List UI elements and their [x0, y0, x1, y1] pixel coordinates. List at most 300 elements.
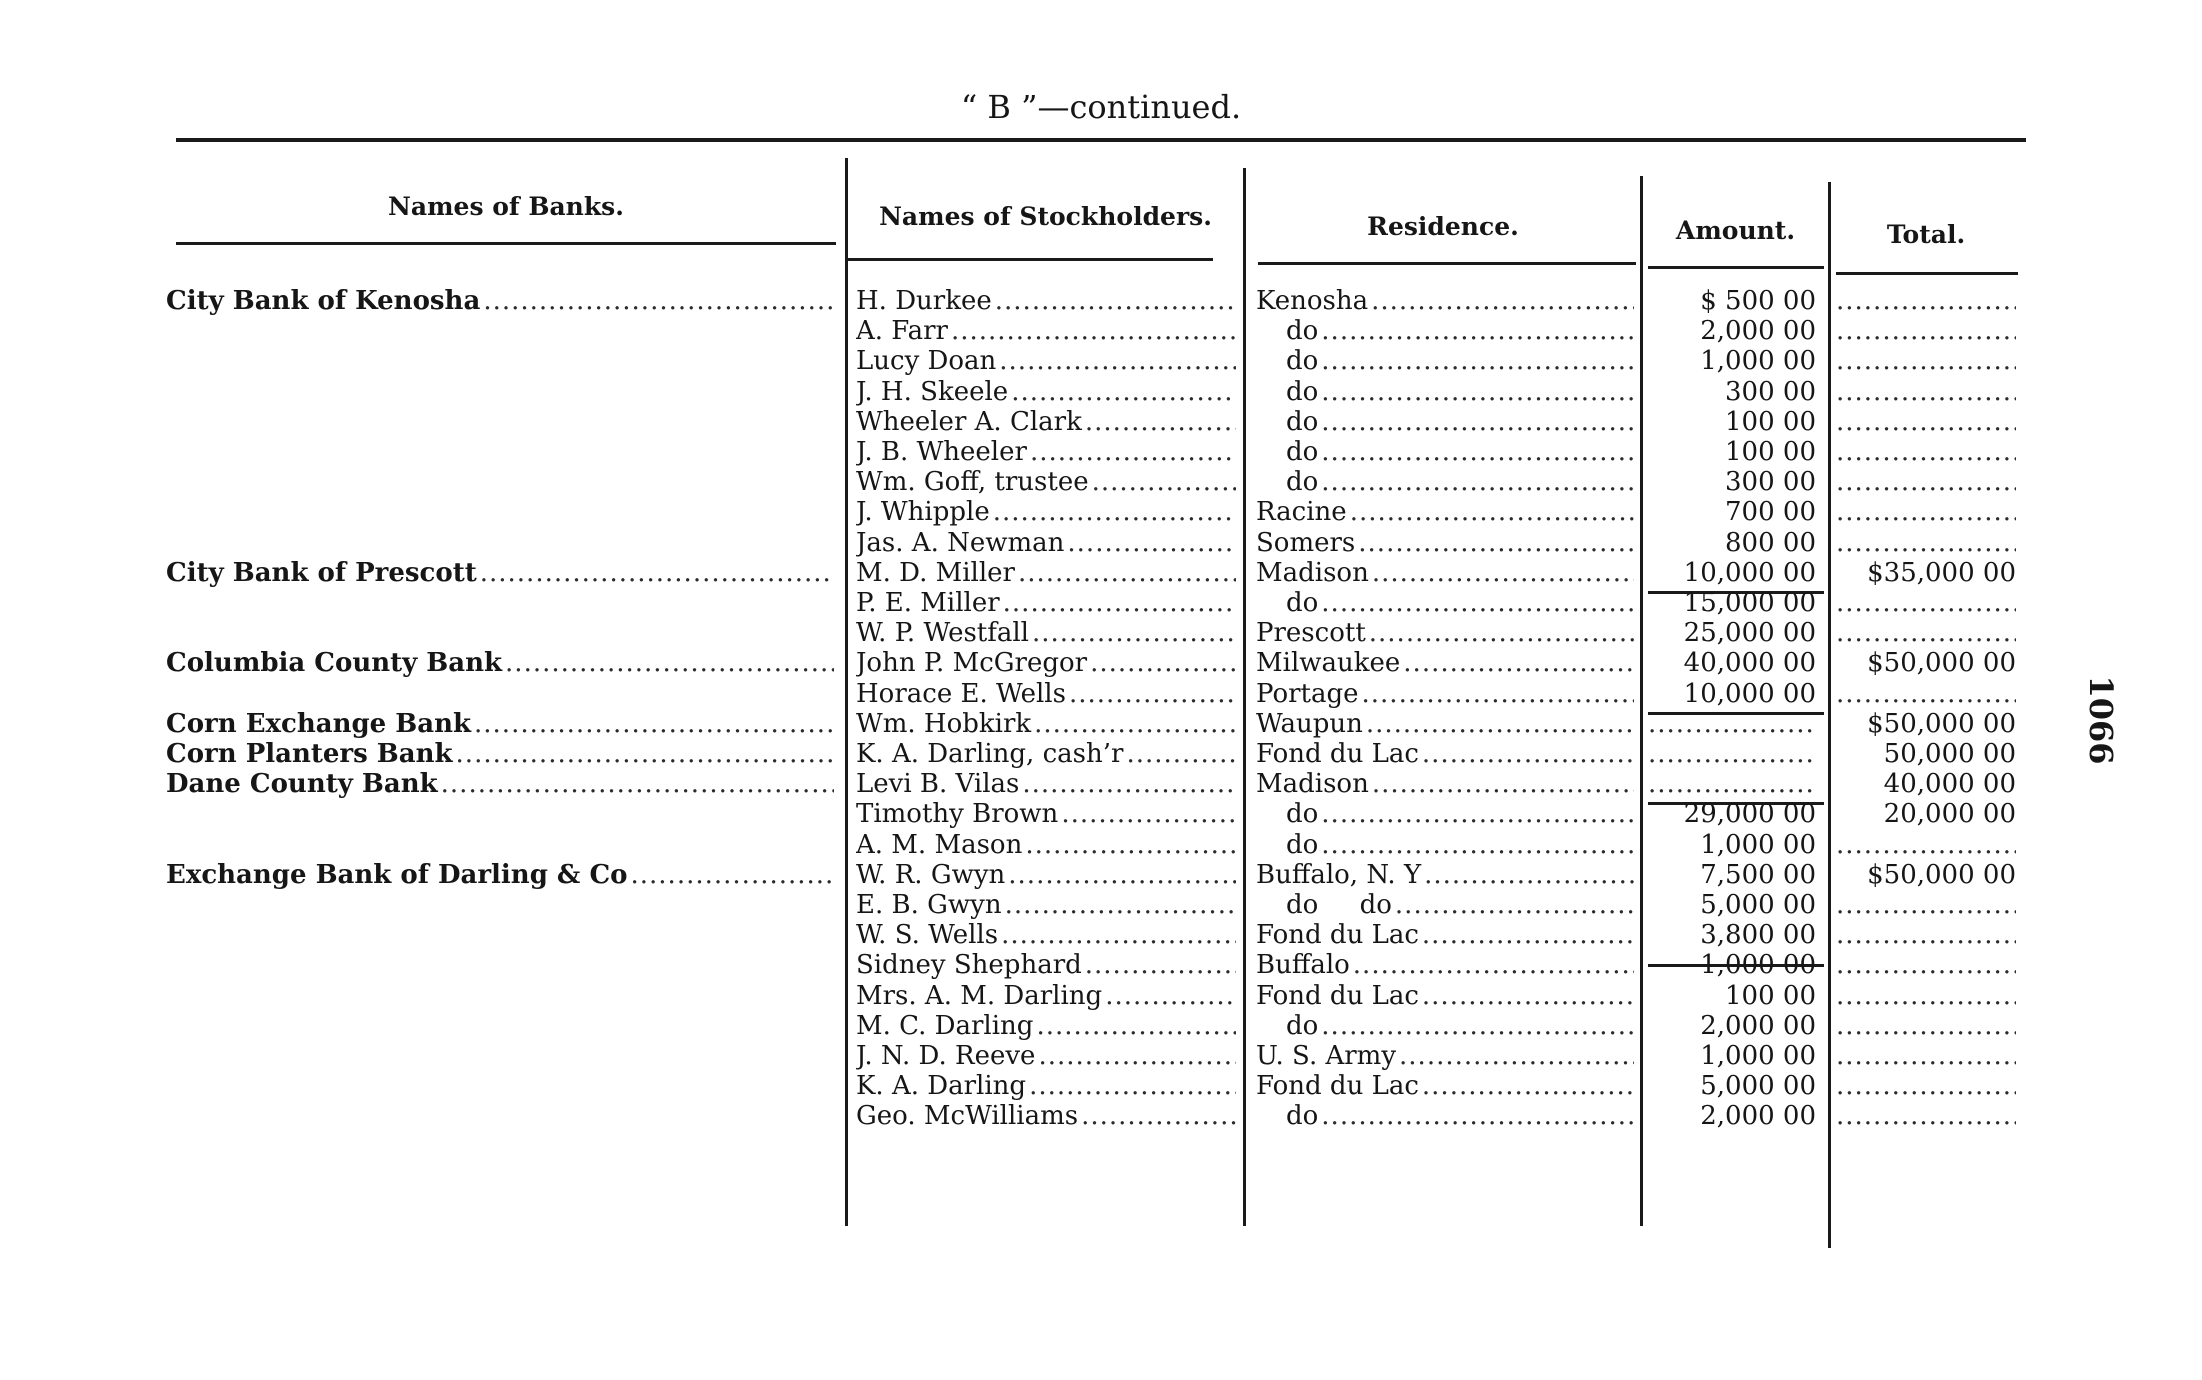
cell-stockholder	[856, 588, 1236, 618]
dot-leader	[1005, 890, 1236, 920]
cell-bank	[166, 316, 834, 346]
cell-amount	[1648, 528, 1816, 558]
bank-text: Exchange Bank of Darling & Co	[166, 859, 628, 890]
dot-leader	[1321, 1011, 1634, 1041]
residence-text: Fond du Lac	[1256, 920, 1419, 951]
cell-amount	[1648, 1071, 1816, 1101]
residence-text: Buffalo	[1256, 950, 1350, 981]
residence-text: Prescott	[1256, 618, 1366, 649]
header-underline	[1648, 266, 1824, 269]
total-text: 40,000 00	[1883, 769, 2016, 800]
cell-stockholder	[856, 1011, 1236, 1041]
table-row	[0, 890, 2202, 920]
cell-total	[1836, 890, 2016, 920]
dot-leader	[1836, 890, 2016, 920]
table-row	[0, 558, 2202, 588]
dot-leader	[1003, 588, 1236, 618]
dot-leader	[1836, 1011, 2016, 1041]
total-text: $50,000 00	[1867, 708, 2016, 739]
cell-residence	[1256, 1101, 1634, 1131]
cell-amount	[1648, 286, 1816, 316]
cell-amount	[1648, 920, 1816, 950]
cell-residence	[1256, 920, 1634, 950]
table-row	[0, 316, 2202, 346]
header-banks: Names of Banks.	[388, 191, 624, 221]
cell-bank	[166, 1041, 834, 1071]
header-amount: Amount.	[1675, 215, 1796, 245]
residence-text: do	[1286, 437, 1319, 467]
cell-bank	[166, 467, 834, 497]
dot-leader	[1092, 467, 1236, 497]
dot-leader	[1038, 1041, 1236, 1071]
stockholder-text: J. Whipple	[856, 497, 990, 528]
stockholder-text: M. C. Darling	[856, 1010, 1034, 1041]
total-text: $50,000 00	[1867, 859, 2016, 890]
cell-bank	[166, 497, 834, 527]
table-row	[0, 286, 2202, 316]
cell-bank	[166, 981, 834, 1011]
dot-leader	[1372, 558, 1634, 588]
dot-leader	[1403, 648, 1634, 678]
dot-leader	[1008, 860, 1236, 890]
cell-amount	[1648, 497, 1816, 527]
dot-leader	[1321, 407, 1634, 437]
total-text: 50,000 00	[1883, 739, 2016, 769]
residence-text: do	[1286, 376, 1319, 407]
dot-leader	[1067, 528, 1236, 558]
dot-leader	[1034, 709, 1236, 739]
residence-text: do	[1286, 1010, 1319, 1041]
cell-total	[1836, 920, 2016, 950]
dot-leader	[1836, 588, 2016, 618]
header-underline	[1836, 272, 2018, 275]
dot-leader	[1836, 377, 2016, 407]
cell-residence	[1256, 316, 1634, 346]
cell-total	[1836, 588, 2016, 618]
cell-amount	[1648, 679, 1816, 709]
header-stockholders: Names of Stockholders.	[879, 201, 1212, 231]
stockholder-text: Levi B. Vilas	[856, 769, 1020, 800]
cell-amount	[1648, 648, 1816, 678]
cell-total	[1836, 981, 2016, 1011]
dot-leader	[456, 739, 834, 769]
dot-leader	[993, 497, 1236, 527]
dot-leader	[1018, 558, 1236, 588]
residence-text: Kenosha	[1256, 286, 1369, 316]
cell-total	[1836, 286, 2016, 316]
dot-leader	[1372, 769, 1634, 799]
cell-amount	[1648, 437, 1816, 467]
total-text: $35,000 00	[1867, 557, 2016, 588]
dot-leader	[1321, 467, 1634, 497]
cell-residence	[1256, 981, 1634, 1011]
stockholder-text: A. Farr	[856, 316, 948, 347]
cell-bank	[166, 709, 834, 739]
residence-text: Milwaukee	[1256, 648, 1401, 679]
cell-total	[1836, 437, 2016, 467]
bank-text: Corn Exchange Bank	[166, 708, 472, 739]
residence-text: U. S. Army	[1256, 1041, 1397, 1071]
cell-total	[1836, 528, 2016, 558]
cell-stockholder	[856, 558, 1236, 588]
dot-leader	[1321, 377, 1634, 407]
residence-text: do	[1286, 346, 1319, 377]
cell-total	[1836, 1011, 2016, 1041]
dot-leader	[1321, 437, 1634, 467]
stockholder-text: Jas. A. Newman	[856, 527, 1065, 558]
stockholder-text: W. R. Gwyn	[856, 859, 1006, 890]
dot-leader	[1836, 1071, 2016, 1101]
cell-amount	[1648, 1041, 1816, 1071]
cell-total	[1836, 1101, 2016, 1131]
table-row	[0, 981, 2202, 1011]
header-underline	[848, 258, 1213, 261]
table-row	[0, 407, 2202, 437]
cell-stockholder	[856, 648, 1236, 678]
residence-text: do	[1286, 1101, 1319, 1132]
cell-amount	[1648, 316, 1816, 346]
cell-total	[1836, 346, 2016, 376]
bank-text: City Bank of Prescott	[166, 557, 477, 588]
cell-residence	[1256, 648, 1634, 678]
amount-text: 5,000 00	[1700, 890, 1816, 920]
stockholder-text: K. A. Darling, cash’r	[856, 739, 1124, 769]
cell-total	[1836, 679, 2016, 709]
amount-text: 29,000 00	[1683, 799, 1816, 830]
residence-text: Fond du Lac	[1256, 1071, 1419, 1102]
stockholder-text: J. H. Skeele	[856, 376, 1009, 407]
dot-leader	[483, 286, 834, 316]
dot-leader	[474, 709, 834, 739]
cell-stockholder	[856, 618, 1236, 648]
dot-leader	[505, 648, 834, 678]
cell-bank	[166, 286, 834, 316]
dot-leader	[1371, 286, 1634, 316]
cell-stockholder	[856, 799, 1236, 829]
dot-leader	[1399, 1041, 1634, 1071]
amount-text: 300 00	[1725, 467, 1816, 498]
cell-total	[1836, 618, 2016, 648]
dot-leader	[999, 346, 1236, 376]
cell-residence	[1256, 799, 1634, 829]
cell-amount	[1648, 1011, 1816, 1041]
cell-bank	[166, 830, 834, 860]
dot-leader	[1085, 950, 1236, 980]
cell-bank	[166, 558, 834, 588]
dot-leader	[1105, 981, 1236, 1011]
dot-leader	[1353, 950, 1634, 980]
amount-text: 2,000 00	[1700, 316, 1816, 347]
cell-residence	[1256, 407, 1634, 437]
cell-residence	[1256, 830, 1634, 860]
residence-text: do do	[1286, 890, 1392, 920]
table-row	[0, 437, 2202, 467]
cell-amount	[1648, 890, 1816, 920]
cell-residence	[1256, 286, 1634, 316]
stockholder-text: K. A. Darling	[856, 1071, 1027, 1102]
dot-leader	[1001, 920, 1236, 950]
table-row	[0, 1101, 2202, 1131]
cell-residence	[1256, 588, 1634, 618]
cell-bank	[166, 679, 834, 709]
residence-text: Waupun	[1256, 708, 1363, 739]
cell-residence	[1256, 467, 1634, 497]
dot-leader	[1366, 709, 1634, 739]
cell-amount	[1648, 709, 1816, 739]
cell-bank	[166, 346, 834, 376]
cell-residence	[1256, 377, 1634, 407]
total-text: 20,000 00	[1883, 799, 2016, 830]
dot-leader	[1358, 528, 1634, 558]
amount-text: 100 00	[1725, 980, 1816, 1011]
cell-amount	[1648, 467, 1816, 497]
cell-residence	[1256, 618, 1634, 648]
page-title: “ B ”—continued.	[960, 88, 1242, 126]
stockholder-text: H. Durkee	[856, 286, 992, 316]
dot-leader	[1362, 679, 1634, 709]
dot-leader	[1836, 316, 2016, 346]
cell-bank	[166, 890, 834, 920]
cell-amount	[1648, 588, 1816, 618]
cell-amount	[1648, 346, 1816, 376]
cell-amount	[1648, 1101, 1816, 1131]
cell-stockholder	[856, 860, 1236, 890]
table-row	[0, 950, 2202, 980]
cell-stockholder	[856, 769, 1236, 799]
amount-text: 3,800 00	[1700, 920, 1816, 951]
stockholder-text: M. D. Miller	[856, 557, 1015, 588]
residence-text: Madison	[1256, 557, 1369, 588]
dot-leader	[1836, 528, 2016, 558]
cell-stockholder	[856, 709, 1236, 739]
cell-stockholder	[856, 739, 1236, 769]
cell-total	[1836, 558, 2016, 588]
residence-text: Racine	[1256, 497, 1347, 528]
table-row	[0, 497, 2202, 527]
header-underline	[1258, 262, 1636, 265]
stockholder-text: E. B. Gwyn	[856, 890, 1002, 920]
cell-stockholder	[856, 950, 1236, 980]
bank-text: Corn Planters Bank	[166, 739, 453, 769]
dot-leader	[995, 286, 1236, 316]
residence-text: Fond du Lac	[1256, 739, 1419, 769]
cell-residence	[1256, 1071, 1634, 1101]
amount-text: 2,000 00	[1700, 1101, 1816, 1132]
cell-bank	[166, 950, 834, 980]
dot-leader	[1321, 799, 1634, 829]
dot-leader	[1321, 588, 1634, 618]
cell-residence	[1256, 346, 1634, 376]
cell-stockholder	[856, 920, 1236, 950]
cell-amount	[1648, 830, 1816, 860]
cell-bank	[166, 739, 834, 769]
stockholder-text: P. E. Miller	[856, 588, 1000, 618]
amount-text: 25,000 00	[1683, 618, 1816, 649]
cell-stockholder	[856, 286, 1236, 316]
dot-leader	[1022, 769, 1236, 799]
cell-total	[1836, 950, 2016, 980]
cell-total	[1836, 709, 2016, 739]
amount-text: 1,000 00	[1700, 1041, 1816, 1071]
cell-bank	[166, 437, 834, 467]
dot-leader	[1836, 981, 2016, 1011]
amount-text: 300 00	[1725, 376, 1816, 407]
table-row	[0, 709, 2202, 739]
cell-stockholder	[856, 981, 1236, 1011]
dot-leader	[1648, 739, 1816, 769]
amount-text: 5,000 00	[1700, 1071, 1816, 1102]
dot-leader	[480, 558, 834, 588]
cell-residence	[1256, 1041, 1634, 1071]
stockholder-text: Timothy Brown	[856, 799, 1059, 830]
dot-leader	[1836, 1041, 2016, 1071]
dot-leader	[1836, 437, 2016, 467]
cell-residence	[1256, 528, 1634, 558]
dot-leader	[1321, 1101, 1634, 1131]
dot-leader	[1081, 1101, 1236, 1131]
cell-residence	[1256, 679, 1634, 709]
dot-leader	[631, 860, 835, 890]
cell-total	[1836, 648, 2016, 678]
cell-bank	[166, 920, 834, 950]
cell-total	[1836, 316, 2016, 346]
stockholder-text: J. N. D. Reeve	[856, 1041, 1036, 1071]
cell-bank	[166, 1011, 834, 1041]
table-row	[0, 799, 2202, 829]
cell-residence	[1256, 558, 1634, 588]
dot-leader	[1126, 739, 1236, 769]
residence-text: do	[1286, 829, 1319, 860]
amount-text: 700 00	[1725, 497, 1816, 528]
table-row	[0, 346, 2202, 376]
table-row	[0, 1041, 2202, 1071]
dot-leader	[1648, 709, 1816, 739]
amount-text: 1,000 00	[1700, 829, 1816, 860]
residence-text: Fond du Lac	[1256, 980, 1419, 1011]
bank-text: Dane County Bank	[166, 769, 438, 800]
dot-leader	[441, 769, 834, 799]
cell-residence	[1256, 497, 1634, 527]
cell-bank	[166, 588, 834, 618]
residence-text: do	[1286, 316, 1319, 347]
dot-leader	[1029, 1071, 1236, 1101]
cell-stockholder	[856, 346, 1236, 376]
stockholder-text: A. M. Mason	[856, 829, 1023, 860]
cell-residence	[1256, 860, 1634, 890]
cell-residence	[1256, 1011, 1634, 1041]
cell-stockholder	[856, 467, 1236, 497]
bank-text: City Bank of Kenosha	[166, 286, 481, 316]
amount-text: 15,000 00	[1683, 588, 1816, 618]
residence-text: Portage	[1256, 678, 1359, 709]
residence-text: do	[1286, 799, 1319, 830]
stockholder-text: J. B. Wheeler	[856, 437, 1027, 467]
cell-amount	[1648, 860, 1816, 890]
cell-stockholder	[856, 890, 1236, 920]
table-row	[0, 769, 2202, 799]
cell-stockholder	[856, 316, 1236, 346]
stockholder-text: John P. McGregor	[856, 648, 1088, 679]
header-underline	[176, 242, 836, 245]
stockholder-text: Lucy Doan	[856, 346, 997, 377]
dot-leader	[1025, 830, 1236, 860]
amount-text: 100 00	[1725, 406, 1816, 437]
dot-leader	[1422, 981, 1634, 1011]
table-row	[0, 920, 2202, 950]
cell-amount	[1648, 739, 1816, 769]
amount-text: 40,000 00	[1683, 648, 1816, 679]
dot-leader	[1090, 648, 1236, 678]
amount-text: 10,000 00	[1683, 678, 1816, 709]
cell-bank	[166, 769, 834, 799]
amount-text: 2,000 00	[1700, 1010, 1816, 1041]
dot-leader	[1011, 377, 1236, 407]
dot-leader	[1422, 739, 1634, 769]
dot-leader	[1836, 407, 2016, 437]
cell-bank	[166, 1101, 834, 1131]
stockholder-text: Horace E. Wells	[856, 678, 1066, 709]
cell-amount	[1648, 981, 1816, 1011]
residence-text: Buffalo, N. Y	[1256, 859, 1422, 890]
dot-leader	[1836, 467, 2016, 497]
stockholder-text: Mrs. A. M. Darling	[856, 980, 1103, 1011]
top-rule	[176, 138, 2026, 142]
cell-stockholder	[856, 407, 1236, 437]
cell-residence	[1256, 709, 1634, 739]
table-row	[0, 648, 2202, 678]
cell-total	[1836, 497, 2016, 527]
cell-bank	[166, 648, 834, 678]
cell-total	[1836, 1071, 2016, 1101]
cell-amount	[1648, 377, 1816, 407]
table-row	[0, 860, 2202, 890]
cell-residence	[1256, 739, 1634, 769]
dot-leader	[1836, 950, 2016, 980]
dot-leader	[1836, 920, 2016, 950]
dot-leader	[1836, 346, 2016, 376]
dot-leader	[1836, 1101, 2016, 1131]
amount-text: 1,000 00	[1700, 950, 1816, 981]
table-row	[0, 1071, 2202, 1101]
table-row	[0, 739, 2202, 769]
dot-leader	[1648, 769, 1816, 799]
dot-leader	[1836, 830, 2016, 860]
cell-total	[1836, 860, 2016, 890]
cell-stockholder	[856, 830, 1236, 860]
cell-total	[1836, 1041, 2016, 1071]
stockholder-text: Wm. Hobkirk	[856, 708, 1032, 739]
cell-amount	[1648, 407, 1816, 437]
stockholder-text: W. S. Wells	[856, 920, 999, 951]
table-row	[0, 467, 2202, 497]
cell-total	[1836, 377, 2016, 407]
residence-text: Somers	[1256, 527, 1356, 558]
table-row	[0, 528, 2202, 558]
cell-total	[1836, 407, 2016, 437]
amount-text: $ 500 00	[1700, 286, 1816, 316]
cell-stockholder	[856, 679, 1236, 709]
cell-total	[1836, 467, 2016, 497]
cell-bank	[166, 860, 834, 890]
dot-leader	[1424, 860, 1634, 890]
table-row	[0, 618, 2202, 648]
dot-leader	[1321, 316, 1634, 346]
cell-total	[1836, 739, 2016, 769]
cell-residence	[1256, 890, 1634, 920]
cell-total	[1836, 769, 2016, 799]
cell-bank	[166, 528, 834, 558]
table-row	[0, 588, 2202, 618]
